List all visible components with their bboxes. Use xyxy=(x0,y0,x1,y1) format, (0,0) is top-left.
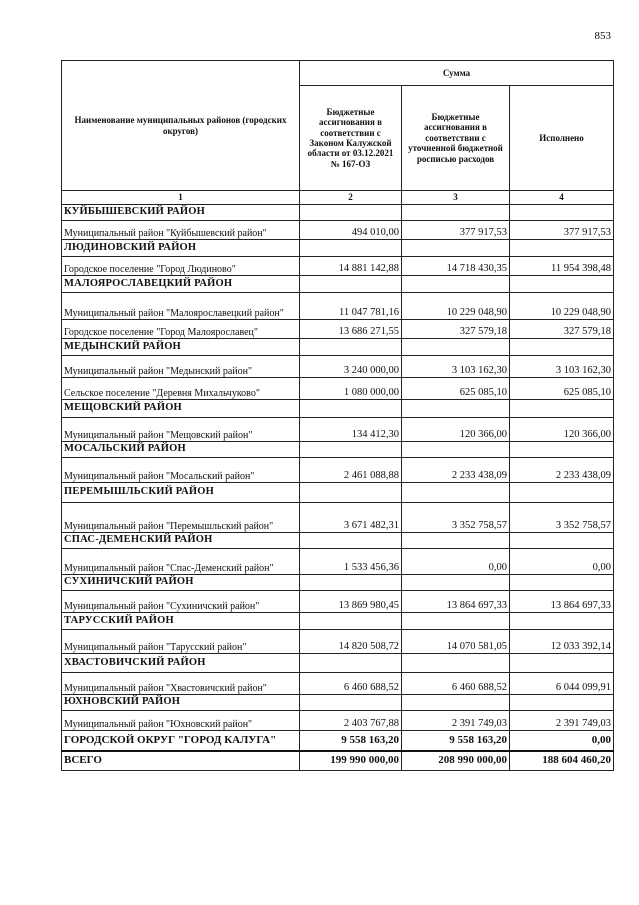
district-header-row xyxy=(62,483,614,503)
value-law-allocation xyxy=(300,205,402,221)
value-revised-allocation xyxy=(402,276,510,293)
value-law-allocation: 134 412,30 xyxy=(300,418,402,442)
value-executed: 6 044 099,91 xyxy=(510,673,614,695)
value-revised-allocation: 14 718 430,35 xyxy=(402,257,510,276)
value-executed xyxy=(510,483,614,503)
value-law-allocation: 14 881 142,88 xyxy=(300,257,402,276)
row-name: Сельское поселение "Деревня Михальчуково" xyxy=(62,378,300,400)
row-name: ВСЕГО xyxy=(62,751,300,771)
district-name: СПАС-ДЕМЕНСКИЙ РАЙОН xyxy=(62,533,300,549)
value-law-allocation xyxy=(300,654,402,673)
value-executed: 625 085,10 xyxy=(510,378,614,400)
value-executed: 377 917,53 xyxy=(510,221,614,240)
district-header-row xyxy=(62,654,614,673)
value-law-allocation xyxy=(300,695,402,711)
value-executed xyxy=(510,240,614,257)
value-revised-allocation xyxy=(402,654,510,673)
table-row xyxy=(62,630,614,654)
value-law-allocation xyxy=(300,483,402,503)
row-name: Муниципальный район "Сухиничский район" xyxy=(62,591,300,613)
district-header-row xyxy=(62,533,614,549)
table-row xyxy=(62,458,614,483)
value-executed: 3 103 162,30 xyxy=(510,356,614,378)
value-revised-allocation xyxy=(402,339,510,356)
value-executed xyxy=(510,276,614,293)
column-number-3: 3 xyxy=(402,191,510,205)
value-executed xyxy=(510,613,614,630)
value-revised-allocation: 3 103 162,30 xyxy=(402,356,510,378)
value-law-allocation: 494 010,00 xyxy=(300,221,402,240)
value-revised-allocation: 6 460 688,52 xyxy=(402,673,510,695)
value-executed: 188 604 460,20 xyxy=(510,751,614,771)
value-law-allocation: 2 403 767,88 xyxy=(300,711,402,731)
district-name: МАЛОЯРОСЛАВЕЦКИЙ РАЙОН xyxy=(62,276,300,293)
budget-table xyxy=(61,60,614,771)
table-row xyxy=(62,673,614,695)
value-executed: 0,00 xyxy=(510,731,614,751)
value-revised-allocation xyxy=(402,575,510,591)
district-header-row xyxy=(62,339,614,356)
value-executed: 327 579,18 xyxy=(510,320,614,339)
district-header-row xyxy=(62,276,614,293)
total-row xyxy=(62,731,614,751)
value-law-allocation: 13 686 271,55 xyxy=(300,320,402,339)
table-row xyxy=(62,591,614,613)
row-name: Муниципальный район "Мещовский район" xyxy=(62,418,300,442)
value-law-allocation: 3 240 000,00 xyxy=(300,356,402,378)
value-law-allocation: 1 533 456,36 xyxy=(300,549,402,575)
value-law-allocation xyxy=(300,400,402,418)
value-executed xyxy=(510,695,614,711)
row-name: Муниципальный район "Перемышльский район" xyxy=(62,503,300,533)
value-revised-allocation: 2 391 749,03 xyxy=(402,711,510,731)
district-name: ЮХНОВСКИЙ РАЙОН xyxy=(62,695,300,711)
value-law-allocation xyxy=(300,240,402,257)
table-row xyxy=(62,221,614,240)
column-number-2: 2 xyxy=(300,191,402,205)
value-executed: 120 366,00 xyxy=(510,418,614,442)
table-row xyxy=(62,356,614,378)
value-revised-allocation: 2 233 438,09 xyxy=(402,458,510,483)
column-number-1: 1 xyxy=(62,191,300,205)
district-header-row xyxy=(62,240,614,257)
value-executed: 2 391 749,03 xyxy=(510,711,614,731)
table-row xyxy=(62,418,614,442)
value-law-allocation: 14 820 508,72 xyxy=(300,630,402,654)
value-law-allocation xyxy=(300,339,402,356)
value-revised-allocation xyxy=(402,442,510,458)
district-name: ЛЮДИНОВСКИЙ РАЙОН xyxy=(62,240,300,257)
table-body xyxy=(62,205,614,771)
value-revised-allocation: 327 579,18 xyxy=(402,320,510,339)
district-name: СУХИНИЧСКИЙ РАЙОН xyxy=(62,575,300,591)
district-name: КУЙБЫШЕВСКИЙ РАЙОН xyxy=(62,205,300,221)
value-law-allocation: 199 990 000,00 xyxy=(300,751,402,771)
value-revised-allocation: 13 864 697,33 xyxy=(402,591,510,613)
table-row xyxy=(62,320,614,339)
value-revised-allocation xyxy=(402,240,510,257)
district-name: МОСАЛЬСКИЙ РАЙОН xyxy=(62,442,300,458)
row-name: Муниципальный район "Спас-Деменский район" xyxy=(62,549,300,575)
value-executed: 2 233 438,09 xyxy=(510,458,614,483)
header-executed: Исполнено xyxy=(510,86,614,191)
value-law-allocation: 6 460 688,52 xyxy=(300,673,402,695)
value-executed xyxy=(510,575,614,591)
table-row xyxy=(62,293,614,320)
row-name: Муниципальный район "Малоярославецкий район" xyxy=(62,293,300,320)
value-executed: 3 352 758,57 xyxy=(510,503,614,533)
district-header-row xyxy=(62,613,614,630)
row-name: Муниципальный район "Юхновский район" xyxy=(62,711,300,731)
table-row xyxy=(62,257,614,276)
value-executed xyxy=(510,442,614,458)
value-executed xyxy=(510,533,614,549)
value-law-allocation xyxy=(300,613,402,630)
row-name: Муниципальный район "Хвастовичский район" xyxy=(62,673,300,695)
value-revised-allocation xyxy=(402,483,510,503)
value-law-allocation xyxy=(300,442,402,458)
value-revised-allocation xyxy=(402,400,510,418)
value-law-allocation: 2 461 088,88 xyxy=(300,458,402,483)
district-name: ХВАСТОВИЧСКИЙ РАЙОН xyxy=(62,654,300,673)
value-law-allocation xyxy=(300,276,402,293)
table-row xyxy=(62,711,614,731)
district-name: МЕДЫНСКИЙ РАЙОН xyxy=(62,339,300,356)
value-law-allocation: 13 869 980,45 xyxy=(300,591,402,613)
district-name: ТАРУССКИЙ РАЙОН xyxy=(62,613,300,630)
value-executed: 0,00 xyxy=(510,549,614,575)
district-header-row xyxy=(62,205,614,221)
value-executed: 11 954 398,48 xyxy=(510,257,614,276)
value-executed: 13 864 697,33 xyxy=(510,591,614,613)
value-executed xyxy=(510,339,614,356)
value-law-allocation: 3 671 482,31 xyxy=(300,503,402,533)
header-sum-group: Сумма xyxy=(300,61,614,86)
row-name: Муниципальный район "Тарусский район" xyxy=(62,630,300,654)
row-name: Муниципальный район "Медынский район" xyxy=(62,356,300,378)
value-revised-allocation: 14 070 581,05 xyxy=(402,630,510,654)
table-row xyxy=(62,378,614,400)
value-law-allocation: 11 047 781,16 xyxy=(300,293,402,320)
row-name: ГОРОДСКОЙ ОКРУГ "ГОРОД КАЛУГА" xyxy=(62,731,300,751)
value-revised-allocation: 377 917,53 xyxy=(402,221,510,240)
row-name: Городское поселение "Город Людиново" xyxy=(62,257,300,276)
value-executed: 10 229 048,90 xyxy=(510,293,614,320)
header-revised-allocations: Бюджетные ассигнования в соответствии с уточненной бюджетной росписью расходов xyxy=(402,86,510,191)
value-executed xyxy=(510,205,614,221)
table-row xyxy=(62,549,614,575)
value-executed: 12 033 392,14 xyxy=(510,630,614,654)
district-name: МЕЩОВСКИЙ РАЙОН xyxy=(62,400,300,418)
district-header-row xyxy=(62,442,614,458)
value-revised-allocation: 10 229 048,90 xyxy=(402,293,510,320)
value-revised-allocation xyxy=(402,613,510,630)
value-revised-allocation xyxy=(402,695,510,711)
district-header-row xyxy=(62,575,614,591)
value-executed xyxy=(510,400,614,418)
value-revised-allocation: 0,00 xyxy=(402,549,510,575)
value-revised-allocation xyxy=(402,205,510,221)
value-executed xyxy=(510,654,614,673)
value-revised-allocation: 9 558 163,20 xyxy=(402,731,510,751)
value-law-allocation: 1 080 000,00 xyxy=(300,378,402,400)
district-name: ПЕРЕМЫШЛЬСКИЙ РАЙОН xyxy=(62,483,300,503)
value-law-allocation: 9 558 163,20 xyxy=(300,731,402,751)
table-row xyxy=(62,503,614,533)
row-name: Муниципальный район "Мосальский район" xyxy=(62,458,300,483)
value-law-allocation xyxy=(300,533,402,549)
column-number-4: 4 xyxy=(510,191,614,205)
page-number: 853 xyxy=(594,30,611,42)
value-revised-allocation: 625 085,10 xyxy=(402,378,510,400)
grand-total-row xyxy=(62,751,614,771)
header-name-column: Наименование муниципальных районов (городских округов) xyxy=(62,61,300,191)
district-header-row xyxy=(62,400,614,418)
value-revised-allocation: 208 990 000,00 xyxy=(402,751,510,771)
header-law-allocations: Бюджетные ассигнования в соответствии с Законом Калужской области от 03.12.2021 № 167-ОЗ xyxy=(300,86,402,191)
value-revised-allocation xyxy=(402,533,510,549)
row-name: Муниципальный район "Куйбышевский район" xyxy=(62,221,300,240)
value-law-allocation xyxy=(300,575,402,591)
district-header-row xyxy=(62,695,614,711)
value-revised-allocation: 120 366,00 xyxy=(402,418,510,442)
row-name: Городское поселение "Город Малоярославец" xyxy=(62,320,300,339)
value-revised-allocation: 3 352 758,57 xyxy=(402,503,510,533)
